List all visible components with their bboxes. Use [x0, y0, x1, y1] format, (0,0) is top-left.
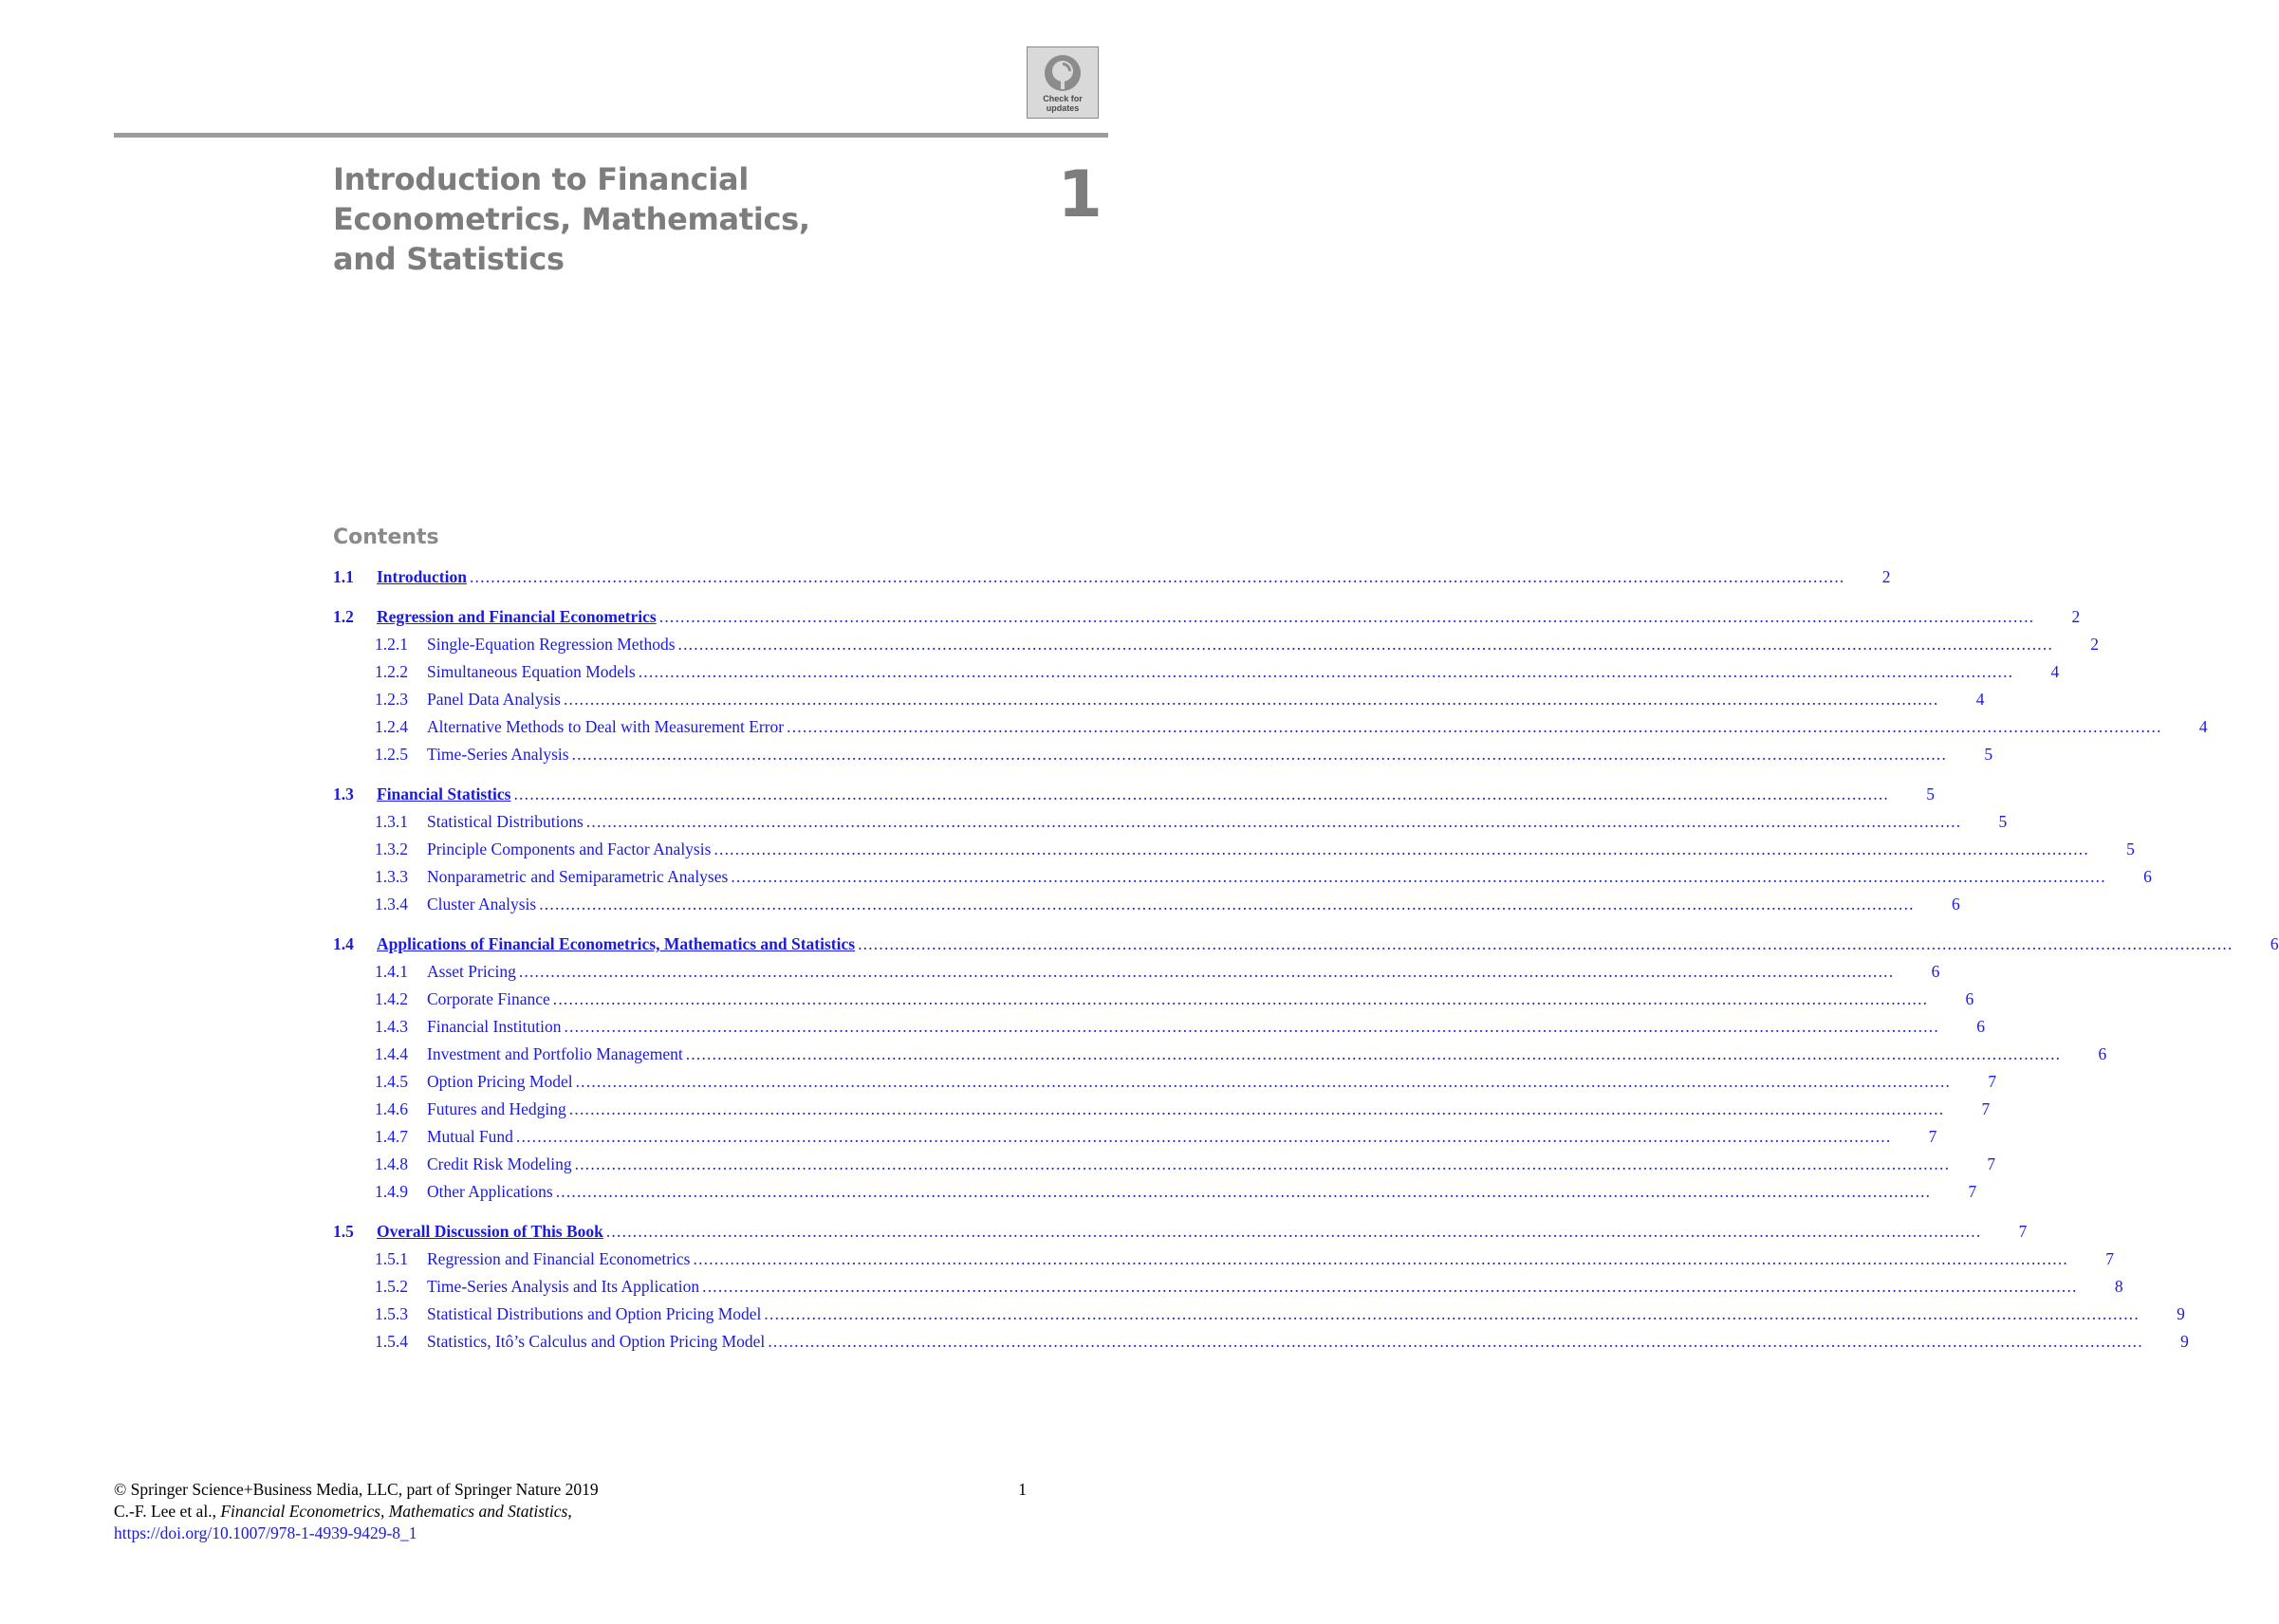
toc-entry-page[interactable]: 7: [1988, 1072, 1997, 1091]
toc-entry-number: 1.4.7: [375, 1127, 408, 1146]
citation-punctuation: ,: [567, 1502, 572, 1521]
toc-entry-page[interactable]: 5: [1998, 812, 2008, 831]
toc-entry-page[interactable]: 6: [2143, 867, 2152, 886]
toc-subsection-entry[interactable]: [333, 1044, 2107, 1072]
check-for-updates-label: Check for updates: [1043, 94, 1083, 113]
toc-dot-leader: ....................................................................................................................................................................................................................................................................: [539, 895, 1915, 914]
toc-entry-title-link[interactable]: Time-Series Analysis: [427, 745, 569, 764]
toc-entry-title-link[interactable]: Financial Institution: [427, 1017, 562, 1036]
toc-section-entry[interactable]: [333, 784, 1935, 812]
toc-entry-number: 1.5.3: [375, 1304, 408, 1323]
toc-entry-title-link[interactable]: Option Pricing Model: [427, 1072, 573, 1091]
toc-entry-number: 1.5.4: [375, 1332, 408, 1351]
toc-entry-page[interactable]: 7: [1981, 1099, 1991, 1118]
toc-subsection-entry[interactable]: [333, 962, 1940, 989]
toc-entry-page[interactable]: 5: [1926, 784, 1935, 803]
toc-dot-leader: ....................................................................................................................................................................................................................................................................: [605, 1222, 1982, 1241]
toc-dot-leader: ....................................................................................................................................................................................................................................................................: [768, 1332, 2143, 1351]
toc-dot-leader: ....................................................................................................................................................................................................................................................................: [858, 934, 2233, 953]
toc-entry-page[interactable]: 5: [2126, 840, 2135, 858]
check-for-updates-badge[interactable]: [1027, 46, 1099, 119]
toc-entry-page[interactable]: 8: [2114, 1277, 2123, 1296]
toc-dot-leader: ....................................................................................................................................................................................................................................................................: [638, 662, 2014, 681]
toc-entry-title-link[interactable]: Other Applications: [427, 1182, 553, 1201]
toc-subsection-entry[interactable]: [333, 812, 2008, 840]
toc-dot-leader: ....................................................................................................................................................................................................................................................................: [568, 1099, 1945, 1118]
toc-entry-number: 1.2.4: [375, 717, 408, 736]
toc-subsection-entry[interactable]: [333, 1154, 1996, 1182]
toc-entry-number: 1.1: [333, 567, 354, 586]
toc-entry-title-link[interactable]: Corporate Finance: [427, 989, 550, 1008]
toc-dot-leader: ....................................................................................................................................................................................................................................................................: [677, 635, 2054, 654]
chapter-title-line-3: and Statistics: [333, 241, 565, 277]
toc-dot-leader: ....................................................................................................................................................................................................................................................................: [552, 989, 1929, 1008]
toc-entry-page[interactable]: 4: [2050, 662, 2060, 681]
toc-entry-title-link[interactable]: Overall Discussion of This Book: [377, 1222, 603, 1241]
toc-subsection-entry[interactable]: [333, 1332, 2189, 1359]
toc-entry-title-link[interactable]: Nonparametric and Semiparametric Analyses: [427, 867, 729, 886]
toc-entry-title-link[interactable]: Statistical Distributions and Option Pricing Model: [427, 1304, 762, 1323]
table-of-contents: [333, 567, 2279, 1359]
toc-section-entry[interactable]: [333, 934, 2279, 962]
toc-dot-leader: ....................................................................................................................................................................................................................................................................: [658, 607, 2035, 626]
toc-entry-number: 1.4.4: [375, 1044, 408, 1063]
toc-subsection-entry[interactable]: [333, 1072, 1997, 1099]
toc-entry-number: 1.3.3: [375, 867, 408, 886]
chapter-title-line-2: Econometrics, Mathematics,: [333, 201, 810, 237]
copyright-line: © Springer Science+Business Media, LLC, part of Springer Nature 2019: [114, 1480, 599, 1499]
toc-entry-page[interactable]: 7: [2105, 1249, 2114, 1268]
toc-section-entry[interactable]: [333, 1222, 2028, 1249]
toc-dot-leader: ....................................................................................................................................................................................................................................................................: [764, 1304, 2140, 1323]
toc-subsection-entry[interactable]: [333, 1127, 1937, 1154]
toc-entry-number: 1.4.5: [375, 1072, 408, 1091]
chapter-title: [333, 159, 826, 279]
toc-entry-title-link[interactable]: Regression and Financial Econometrics: [427, 1249, 691, 1268]
check-for-updates-icon: [1043, 53, 1083, 93]
toc-entry-title-link[interactable]: Simultaneous Equation Models: [427, 662, 636, 681]
toc-dot-leader: ....................................................................................................................................................................................................................................................................: [571, 745, 1948, 764]
toc-subsection-entry[interactable]: [333, 745, 1993, 772]
toc-dot-leader: ....................................................................................................................................................................................................................................................................: [564, 1017, 1939, 1036]
chapter-title-line-1: Introduction to Financial: [333, 161, 749, 197]
toc-entry-title-link[interactable]: Time-Series Analysis and Its Application: [427, 1277, 700, 1296]
toc-dot-leader: ....................................................................................................................................................................................................................................................................: [555, 1182, 1932, 1201]
page-footer: [114, 1479, 1025, 1544]
toc-entry-page[interactable]: 2: [1881, 567, 1891, 586]
toc-entry-title-link[interactable]: Single-Equation Regression Methods: [427, 635, 676, 654]
toc-entry-page[interactable]: 6: [1976, 1017, 1985, 1036]
toc-subsection-entry[interactable]: [333, 662, 2060, 690]
toc-subsection-entry[interactable]: [333, 1304, 2185, 1332]
header-rule: [114, 133, 1108, 138]
toc-entry-title-link[interactable]: Regression and Financial Econometrics: [377, 607, 657, 626]
toc-section-entry[interactable]: [333, 607, 2081, 635]
toc-dot-leader: ....................................................................................................................................................................................................................................................................: [515, 1127, 1892, 1146]
toc-entry-title-link[interactable]: Principle Components and Factor Analysis: [427, 840, 712, 858]
toc-entry-number: 1.2.1: [375, 635, 408, 654]
toc-entry-number: 1.3.4: [375, 895, 408, 914]
toc-entry-page[interactable]: 9: [2180, 1332, 2189, 1351]
toc-entry-page[interactable]: 2: [2090, 635, 2100, 654]
toc-entry-page[interactable]: 2: [2071, 607, 2081, 626]
toc-entry-page[interactable]: 9: [2177, 1304, 2185, 1323]
toc-subsection-entry[interactable]: [333, 1017, 1985, 1044]
toc-entry-page[interactable]: 6: [2098, 1044, 2107, 1063]
toc-subsection-entry[interactable]: [333, 717, 2208, 745]
toc-dot-leader: ....................................................................................................................................................................................................................................................................: [563, 690, 1939, 709]
toc-entry-title-link[interactable]: Credit Risk Modeling: [427, 1154, 572, 1173]
toc-section-entry[interactable]: [333, 567, 1891, 595]
toc-entry-number: 1.3: [333, 784, 354, 803]
toc-entry-title-link[interactable]: Introduction: [377, 567, 467, 586]
toc-entry-number: 1.4.3: [375, 1017, 408, 1036]
toc-entry-number: 1.4.6: [375, 1099, 408, 1118]
toc-subsection-entry[interactable]: [333, 1277, 2123, 1304]
toc-entry-number: 1.4.2: [375, 989, 408, 1008]
toc-entry-number: 1.2.5: [375, 745, 408, 764]
toc-entry-number: 1.4: [333, 934, 354, 953]
toc-entry-title-link[interactable]: Asset Pricing: [427, 962, 516, 981]
toc-entry-page[interactable]: 7: [1968, 1182, 1977, 1201]
doi-link[interactable]: https://doi.org/10.1007/978-1-4939-9429-8_1: [114, 1523, 417, 1542]
toc-subsection-entry[interactable]: [333, 690, 1985, 717]
contents-heading: Contents: [333, 526, 439, 549]
toc-entry-page[interactable]: 7: [1987, 1154, 1996, 1173]
toc-dot-leader: ....................................................................................................................................................................................................................................................................: [518, 962, 1895, 981]
toc-entry-page[interactable]: 6: [2270, 934, 2279, 953]
toc-entry-page[interactable]: 4: [2198, 717, 2208, 736]
toc-entry-number: 1.3.1: [375, 812, 408, 831]
toc-entry-title-link[interactable]: Alternative Methods to Deal with Measurement Error: [427, 717, 785, 736]
toc-entry-number: 1.4.1: [375, 962, 408, 981]
toc-entry-number: 1.2.3: [375, 690, 408, 709]
toc-entry-number: 1.4.8: [375, 1154, 408, 1173]
toc-subsection-entry[interactable]: [333, 1099, 1991, 1127]
citation-authors: C.-F. Lee et al.,: [114, 1502, 221, 1521]
toc-entry-number: 1.5.2: [375, 1277, 408, 1296]
toc-entry-page[interactable]: 6: [1965, 989, 1974, 1008]
toc-entry-number: 1.3.2: [375, 840, 408, 858]
toc-entry-title-link[interactable]: Statistical Distributions: [427, 812, 584, 831]
toc-dot-leader: ....................................................................................................................................................................................................................................................................: [513, 784, 1889, 803]
toc-subsection-entry[interactable]: [333, 1182, 1977, 1209]
toc-dot-leader: ....................................................................................................................................................................................................................................................................: [731, 867, 2106, 886]
toc-dot-leader: ....................................................................................................................................................................................................................................................................: [702, 1277, 2078, 1296]
toc-entry-number: 1.5: [333, 1222, 354, 1241]
toc-subsection-entry[interactable]: [333, 840, 2135, 867]
toc-dot-leader: ....................................................................................................................................................................................................................................................................: [713, 840, 2089, 858]
toc-dot-leader: ....................................................................................................................................................................................................................................................................: [685, 1044, 2062, 1063]
toc-subsection-entry[interactable]: [333, 635, 2100, 662]
toc-entry-title-link[interactable]: Applications of Financial Econometrics, Mathematics and Statistics: [377, 934, 856, 953]
toc-subsection-entry[interactable]: [333, 867, 2152, 895]
toc-dot-leader: ....................................................................................................................................................................................................................................................................: [575, 1072, 1952, 1091]
toc-entry-page[interactable]: 5: [1984, 745, 1993, 764]
toc-subsection-entry[interactable]: [333, 1249, 2114, 1277]
toc-entry-title-link[interactable]: Investment and Portfolio Management: [427, 1044, 683, 1063]
toc-subsection-entry[interactable]: [333, 989, 1974, 1017]
page-number: 1: [1018, 1480, 1027, 1499]
toc-entry-number: 1.4.9: [375, 1182, 408, 1201]
toc-entry-page[interactable]: 7: [1928, 1127, 1937, 1146]
toc-entry-title-link[interactable]: Cluster Analysis: [427, 895, 537, 914]
toc-dot-leader: ....................................................................................................................................................................................................................................................................: [585, 812, 1962, 831]
toc-entry-number: 1.2.2: [375, 662, 408, 681]
toc-entry-title-link[interactable]: Statistics, Itô’s Calculus and Option Pricing Model: [427, 1332, 766, 1351]
toc-entry-title-link[interactable]: Panel Data Analysis: [427, 690, 561, 709]
toc-entry-page[interactable]: 4: [1975, 690, 1985, 709]
chapter-number: 1: [1057, 157, 1102, 232]
toc-entry-page[interactable]: 6: [1951, 895, 1960, 914]
citation-book-title: Financial Econometrics, Mathematics and Statistics: [220, 1502, 568, 1521]
toc-dot-leader: ....................................................................................................................................................................................................................................................................: [469, 567, 1845, 586]
toc-entry-page[interactable]: 6: [1931, 962, 1940, 981]
toc-entry-number: 1.5.1: [375, 1249, 408, 1268]
toc-entry-title-link[interactable]: Futures and Hedging: [427, 1099, 566, 1118]
toc-subsection-entry[interactable]: [333, 895, 1960, 922]
toc-entry-title-link[interactable]: Financial Statistics: [377, 784, 511, 803]
citation-line: [114, 1501, 1025, 1522]
toc-entry-page[interactable]: 7: [2018, 1222, 2028, 1241]
toc-entry-title-link[interactable]: Mutual Fund: [427, 1127, 513, 1146]
toc-entry-number: 1.2: [333, 607, 354, 626]
toc-dot-leader: ....................................................................................................................................................................................................................................................................: [574, 1154, 1951, 1173]
toc-dot-leader: ....................................................................................................................................................................................................................................................................: [787, 717, 2162, 736]
toc-dot-leader: ....................................................................................................................................................................................................................................................................: [693, 1249, 2068, 1268]
